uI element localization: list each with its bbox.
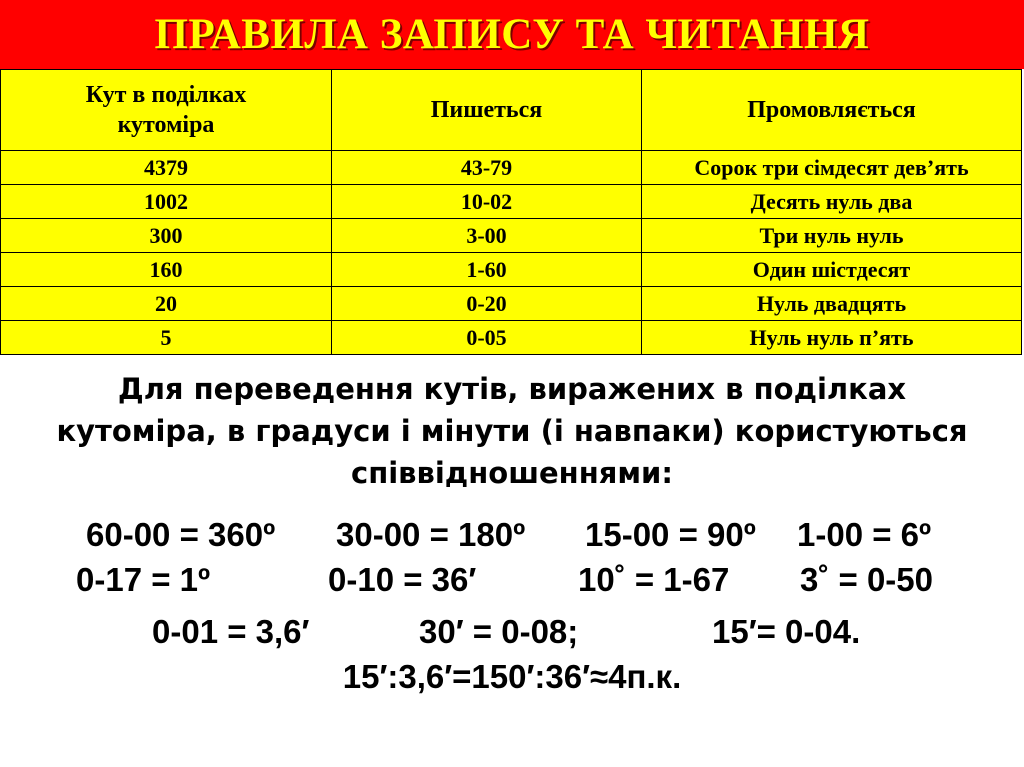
table-row	[1, 253, 1022, 287]
table-header-row	[1, 70, 1022, 151]
table-row	[1, 219, 1022, 253]
table-row	[1, 287, 1022, 321]
cell-angle: 1002	[1, 185, 332, 219]
cell-angle: 5	[1, 321, 332, 355]
formula: 15-00 = 90º	[585, 516, 756, 553]
description-line-3: співвідношеннями:	[351, 456, 673, 490]
description-line-2: кутоміра, в градуси і мінути (і навпаки) користуються	[56, 414, 968, 448]
formula: 0-01 = 3,6′	[152, 613, 310, 650]
page-title: ПРАВИЛА ЗАПИСУ ТА ЧИТАННЯ	[154, 11, 870, 58]
cell-spoken: Три нуль нуль	[642, 219, 1022, 253]
formula-row-1	[0, 512, 1024, 558]
cell-written: 10-02	[332, 185, 642, 219]
cell-spoken: Сорок три сімдесят дев’ять	[642, 151, 1022, 185]
cell-angle: 4379	[1, 151, 332, 185]
conversion-description	[0, 368, 1024, 494]
cell-written: 0-20	[332, 287, 642, 321]
formula-row-2	[0, 557, 1024, 603]
formula-row-3	[0, 609, 1024, 655]
table-row	[1, 185, 1022, 219]
formula: 3˚ = 0-50	[800, 561, 933, 598]
cell-written: 43-79	[332, 151, 642, 185]
formula: 0-10 = 36′	[328, 561, 477, 598]
cell-spoken: Нуль двадцять	[642, 287, 1022, 321]
cell-spoken: Нуль нуль п’ять	[642, 321, 1022, 355]
description-line-1: Для переведення кутів, виражених в поділках	[117, 372, 907, 406]
cell-written: 0-05	[332, 321, 642, 355]
cell-written: 1-60	[332, 253, 642, 287]
formula: 30′ = 0-08;	[419, 613, 579, 650]
cell-spoken: Десять нуль два	[642, 185, 1022, 219]
formula-row-4: 15′:3,6′=150′:36′≈4п.к.	[342, 658, 682, 695]
header-written: Пишеться	[332, 70, 642, 151]
cell-angle: 20	[1, 287, 332, 321]
header-angle-units	[1, 70, 332, 151]
formula: 15′= 0-04.	[712, 613, 861, 650]
header-angle-units-label: Кут в поділках кутоміра	[85, 82, 247, 138]
formula: 1-00 = 6º	[797, 516, 932, 553]
formula: 60-00 = 360º	[86, 516, 276, 553]
cell-angle: 300	[1, 219, 332, 253]
formula: 10˚ = 1-67	[578, 561, 730, 598]
formula: 0-17 = 1º	[76, 561, 211, 598]
header-spoken: Промовляється	[642, 70, 1022, 151]
table-row	[1, 321, 1022, 355]
formula: 30-00 = 180º	[336, 516, 526, 553]
table-row	[1, 151, 1022, 185]
cell-spoken: Один шістдесят	[642, 253, 1022, 287]
rules-table	[0, 69, 1022, 355]
cell-angle: 160	[1, 253, 332, 287]
cell-written: 3-00	[332, 219, 642, 253]
